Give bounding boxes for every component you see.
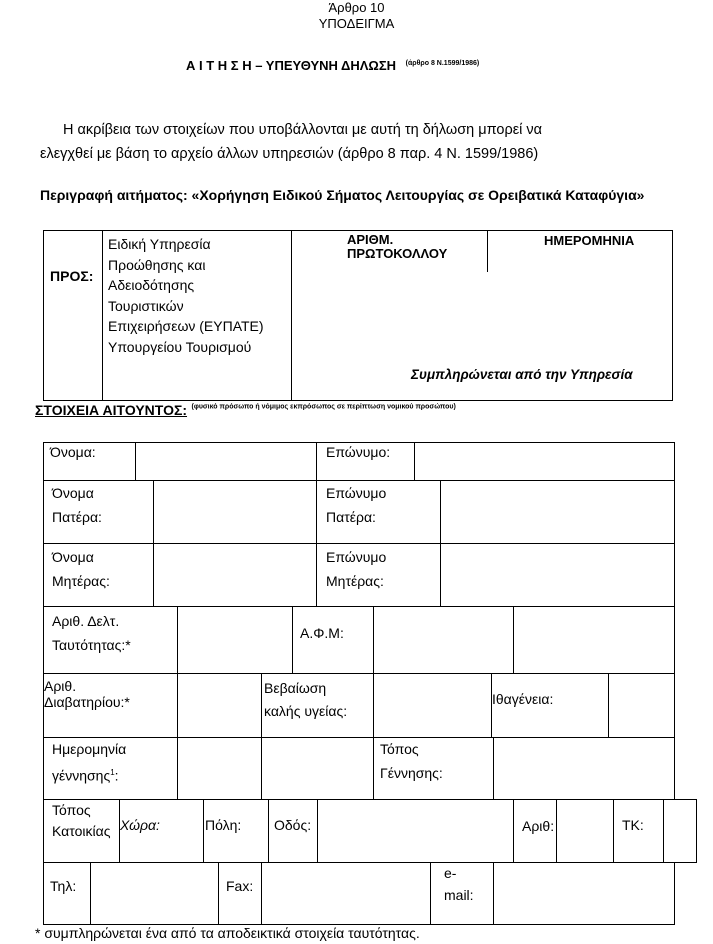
birth-place-input[interactable] [495,739,673,798]
fax-label: Fax: [226,878,254,894]
request-text: «Χορήγηση Ειδικού Σήματος Λειτουργίας σε Ορειβατικά Καταφύγια» [191,187,645,203]
service-note: Συμπληρώνεται από την Υπηρεσία [411,367,633,382]
birth-date-month-input[interactable] [263,739,372,798]
sample-label: ΥΠΟΔΕΙΓΜΑ [318,16,395,31]
birth-date-label [52,737,126,788]
number-label: Αριθ: [522,818,555,834]
nationality-input[interactable] [610,675,673,736]
mother-surname-input[interactable] [442,545,673,605]
id-number-label: Αριθ. Δελτ. Ταυτότητας:* [52,613,131,653]
form-title [186,58,479,73]
footnote: * συμπληρώνεται ένα από τα αποδεικτικά στοιχεία ταυτότητας. [35,925,420,941]
health-cert-input[interactable] [375,675,490,736]
birth-place-label: Τόπος Γέννησης: [380,741,443,781]
fax-input[interactable] [263,864,429,923]
city-label: Πόλη: [205,817,242,833]
applicant-section-title: ΣΤΟΙΧΕΙΑ ΑΙΤΟΥΝΤΟΣ: [35,402,188,418]
protocol-number-input[interactable] [296,266,482,356]
father-name-label: Όνομα Πατέρα: [52,485,102,525]
birth-date-day-input[interactable] [179,739,260,798]
tax-id-label: Α.Φ.Μ: [300,625,344,641]
tax-id-input[interactable] [375,608,512,672]
id-number-input[interactable] [179,608,291,672]
mother-name-input[interactable] [155,545,315,605]
city-input[interactable] [205,837,267,861]
form-title-text: Α Ι Τ Η Σ Η – ΥΠΕΥΘΥΝΗ ΔΗΛΩΣΗ [186,58,397,73]
tax-id-extra-input[interactable] [515,608,673,672]
request-prefix: Περιγραφή αιτήματος: [40,187,192,203]
article-label: Άρθρο 10 [328,0,385,15]
first-name-input[interactable] [137,444,315,479]
postal-code-input[interactable] [665,801,695,861]
first-name-label: Όνομα: [50,444,96,460]
date-label: ΗΜΕΡΟΜΗΝΙΑ [544,233,635,248]
intro-line-1: Η ακρίβεια των στοιχείων που υποβάλλονται με αυτή τη δήλωση μπορεί να [63,122,543,138]
birth-date-footnote-mark: 1 [110,768,115,777]
applicant-section-note: (φυσικό πρόσωπο ή νόμιμος εκπρόσωπος σε περίπτωση νομικού προσώπου) [191,403,456,411]
nationality-label: Ιθαγένεια: [492,691,554,707]
protocol-number-label: ΑΡΙΘΜ. ΠΡΩΤΟΚΟΛΛΟΥ [347,232,448,261]
request-description [40,185,673,205]
passport-input[interactable] [179,675,260,736]
father-surname-input[interactable] [442,482,673,542]
country-label: Χώρα: [120,817,160,833]
birth-date-colon: : [114,767,119,784]
applicant-section-heading [35,402,456,420]
postal-code-label: ΤΚ: [622,817,644,833]
street-input[interactable] [319,801,512,861]
number-input[interactable] [558,801,612,861]
surname-input[interactable] [416,444,673,479]
phone-input[interactable] [92,864,217,923]
recipient-divider-3 [487,230,488,272]
recipient-divider-2 [291,230,292,401]
email-label: e- mail: [444,865,474,903]
surname-label: Επώνυμο: [326,444,391,460]
health-cert-label: Βεβαίωση καλής υγείας: [264,680,348,719]
country-input[interactable] [121,837,202,861]
form-title-ref: (άρθρο 8 Ν.1599/1986) [405,59,480,67]
protocol-date-input[interactable] [492,252,670,356]
father-surname-label: Επώνυμο Πατέρα: [326,485,387,525]
email-input[interactable] [495,864,673,923]
intro-line-2: ελεγχθεί με βάση το αρχείο άλλων υπηρεσιών (άρθρο 8 παρ. 4 Ν. 1599/1986) [40,146,539,162]
mother-surname-label: Επώνυμο Μητέρας: [326,549,387,589]
recipient-divider-1 [102,230,103,401]
passport-label: Αριθ. Διαβατηρίου:* [44,678,130,710]
street-label: Οδός: [274,817,312,833]
phone-label: Τηλ: [50,878,77,894]
birth-date-label-text: Ημερομηνία γέννησης [52,741,127,784]
recipient-authority: Ειδική Υπηρεσία Προώθησης και Αδειοδότησης Τουριστικών Επιχειρήσεων (ΕΥΠΑΤΕ) Υπουργείου Τουρισμού [108,236,264,355]
residence-label: Τόπος Κατοικίας [52,802,111,839]
to-label: ΠΡΟΣ: [50,268,94,284]
father-name-input[interactable] [155,482,315,542]
mother-name-label: Όνομα Μητέρας: [52,549,110,589]
